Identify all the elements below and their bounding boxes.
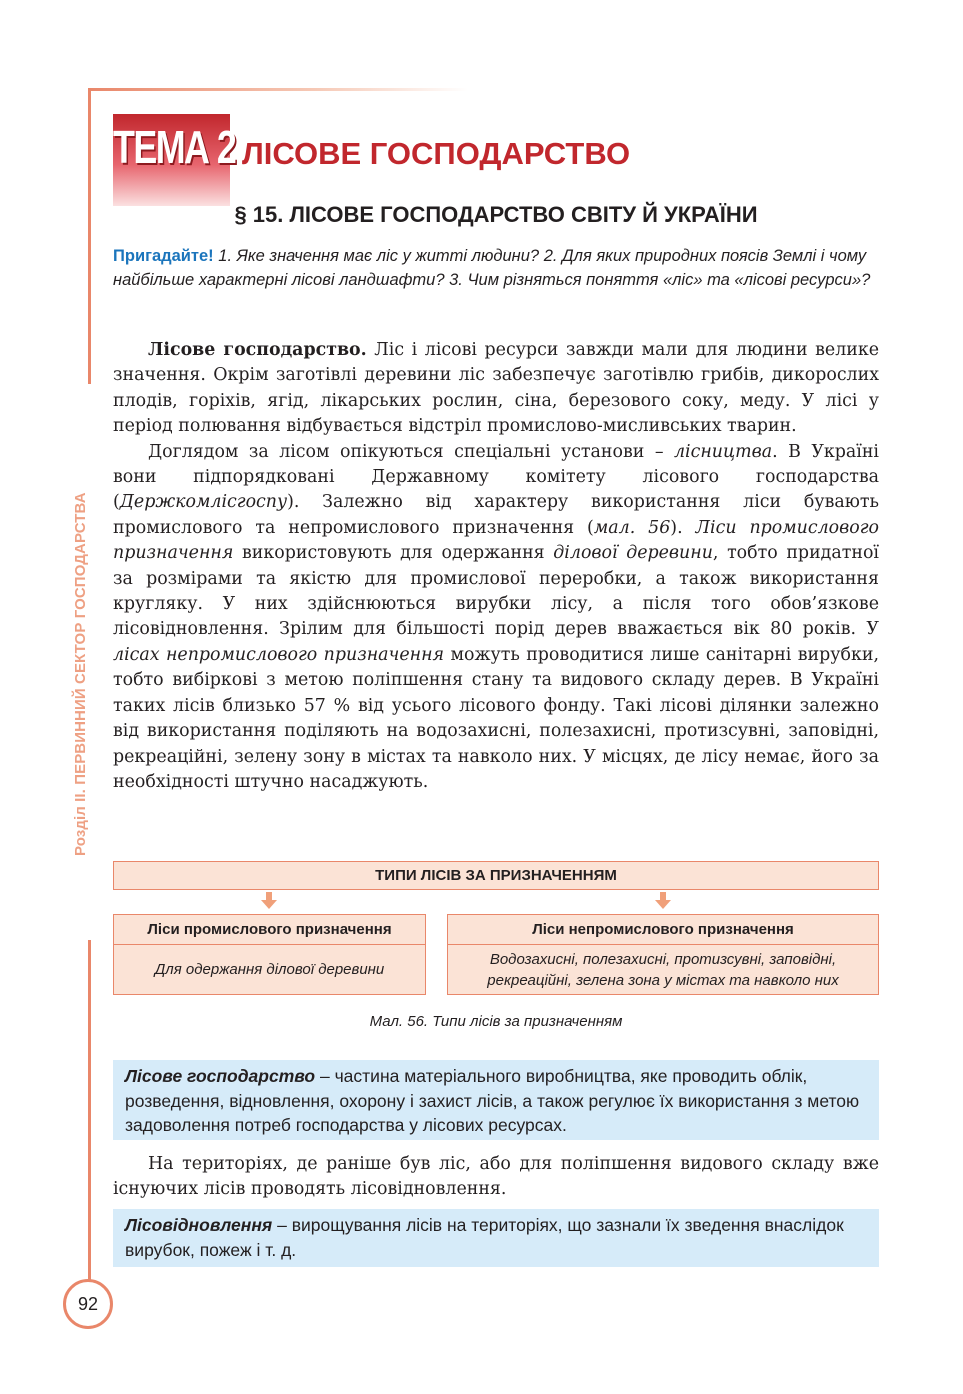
paragraph-1-lead: Лісове господарство. [148, 340, 367, 360]
p2-text-5: використовують для одержання [233, 543, 554, 564]
diagram-right-box [447, 914, 879, 995]
diagram-right-head: Ліси непромислового призначення [448, 915, 878, 945]
section-title: § 15. ЛІСОВЕ ГОСПОДАРСТВО СВІТУ Й УКРАЇНИ [234, 202, 758, 227]
p2-text-3: ). Залежно від характеру використання ліси бувають промислового та непромислового призначення ( [113, 492, 879, 538]
p2-term-4: Ліси промислового призначення [113, 517, 879, 564]
p2-text-2: . В Україні вони підпорядковані Державному комітету лісового господарства ( [113, 441, 879, 513]
diagram-right-body-2: рекреаційні, зелена зона у містах та навколо них [487, 972, 839, 989]
paragraph-3: На територіях, де раніше був ліс, або для поліпшення видового складу вже існуючих лісів проводять лісовідновлення. [113, 1154, 879, 1200]
diagram-title-box [113, 861, 879, 890]
diagram-left-body: Для одержання ділової деревини [154, 961, 385, 978]
arrow-left-stem [266, 892, 272, 900]
p2-text-4: ). [670, 517, 696, 538]
definition-term: Лісовідновлення [125, 1215, 273, 1235]
p2-text-7: можуть проводитися лише санітарні вирубки, тобто вибіркові з метою поліпшення стану та видового складу дерев. В Україні таких лісів близько 57 % від усього лісового фонду. Такі лісові ділянки залежно від використання поділяють на водозахисні, полезахисні, протизсувні, заповідні, рекреаційні, зелену зону в містах та навколо них. У місцях, де лісу немає, його за необхідності штучно насаджують. [113, 644, 879, 792]
topic-title: ЛІСОВЕ ГОСПОДАРСТВО [242, 136, 631, 171]
margin-rule-top [88, 88, 91, 384]
paragraph-1 [113, 338, 879, 440]
body-text-main [113, 338, 879, 795]
remind-label: Пригадайте! [113, 247, 214, 265]
topic-badge-label: ТЕМА 2 [113, 121, 236, 173]
definition-box-forestry [113, 1060, 879, 1140]
p2-figure-ref: мал. 56 [593, 517, 671, 538]
arrow-left-icon [261, 900, 277, 909]
diagram-title: ТИПИ ЛІСІВ ЗА ПРИЗНАЧЕННЯМ [375, 867, 617, 884]
margin-rule-bottom [88, 940, 91, 1280]
header-rule [88, 88, 468, 91]
diagram-right-body-1: Водозахисні, полезахисні, протизсувні, заповідні, [489, 951, 837, 968]
remind-questions: 1. Яке значення має ліс у житті людини? 2. Для яких природних поясів Землі і чому найбільше характерні лісові ландшафти? 3. Чим різняться поняття «ліс» та «лісові ресурси»? [113, 247, 871, 289]
paragraph-2 [113, 440, 879, 796]
definition-text: – частина матеріального виробництва, яке проводить облік, розведення, відновлення, охорону і захист лісів, а також регулює їх використання з метою задоволення потреб господарства у лісових ресурсах. [125, 1066, 860, 1135]
paragraph-1-text: Ліс і лісові ресурси завжди мали для людини велике значення. Окрім заготівлі деревини ліс забезпечує заготівлю грибів, дикорослих плодів, горіхів, ягід, лікарських рослин, сіна, березового соку, меду. У лісі у період полювання відбувається відстріл промислово-мисливських тварин. [113, 340, 879, 437]
p2-text-6: , тобто придатної за розмірами та якістю для промислової переробки, а також використання кругляку. У них здійснюються вирубки лісу, а після того обов’язкове лісовідновлення. Зрілим для більшості порід дерев вважається вік 80 років. У [113, 543, 879, 640]
p2-term-6: лісах непромислового призначення [113, 644, 445, 665]
figure-caption: Мал. 56. Типи лісів за призначенням [369, 1013, 623, 1030]
p2-term-5: ділової деревини [553, 543, 713, 564]
arrow-right-stem [660, 892, 666, 900]
body-text-secondary [113, 1152, 879, 1203]
p2-term-2: Держкомлісгоспу [119, 492, 288, 513]
definition-term: Лісове господарство [125, 1066, 316, 1086]
p2-text-1: Доглядом за лісом опікуються спеціальні установи – [148, 441, 674, 462]
diagram-left-head: Ліси промислового призначення [114, 915, 425, 945]
arrow-right-icon [655, 900, 671, 909]
section-side-label: Розділ II. ПЕРВИННИЙ СЕКТОР ГОСПОДАРСТВА [72, 492, 89, 856]
definition-text: – вирощування лісів на територіях, що зазнали їх зведення внаслідок вирубок, пожеж і т. д. [125, 1215, 844, 1260]
remind-block [113, 244, 881, 292]
p2-term-1: лісництва [673, 441, 773, 462]
definition-box-reforestation [113, 1209, 879, 1267]
diagram-left-box [113, 914, 426, 995]
page-number: 92 [77, 1294, 99, 1314]
